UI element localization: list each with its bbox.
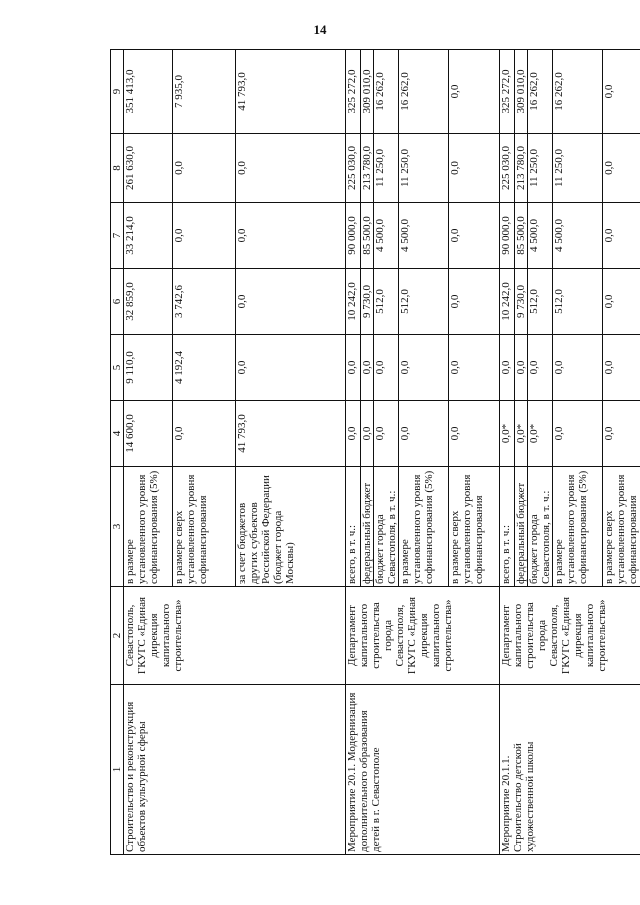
- col-header: 3: [111, 467, 124, 587]
- value-cell: 0,0: [449, 134, 500, 203]
- col-header: 4: [111, 401, 124, 467]
- value-cell: 512,0: [553, 269, 603, 335]
- value-cell: 0,0: [603, 269, 640, 335]
- value-cell: 11 250,0: [374, 134, 399, 203]
- value-cell: 0,0*: [500, 401, 515, 467]
- value-cell: 10 242,0: [346, 269, 361, 335]
- value-cell: 4 192,4: [173, 335, 236, 401]
- col-header: 5: [111, 335, 124, 401]
- value-cell: 0,0: [515, 335, 528, 401]
- value-cell: 0,0: [361, 401, 374, 467]
- value-cell: 213 780,0: [515, 134, 528, 203]
- value-cell: 0,0: [449, 269, 500, 335]
- col-header: 7: [111, 203, 124, 269]
- value-cell: 0,0: [236, 335, 346, 401]
- funding-source: всего, в т. ч.:: [346, 467, 361, 587]
- value-cell: 0,0: [399, 401, 449, 467]
- col-header: 8: [111, 134, 124, 203]
- value-cell: 4 500,0: [553, 203, 603, 269]
- rotated-table-container: [110, 50, 639, 855]
- value-cell: 0,0: [236, 203, 346, 269]
- value-cell: 10 242,0: [500, 269, 515, 335]
- value-cell: 0,0: [528, 335, 553, 401]
- executor: Департамент капитального строительства города Севастополя, ГКУГС «Единая дирекция капитального строительства»: [500, 587, 640, 685]
- funding-source: федеральный бюджет: [515, 467, 528, 587]
- value-cell: 0,0*: [528, 401, 553, 467]
- value-cell: 0,0: [603, 401, 640, 467]
- value-cell: 0,0: [374, 401, 399, 467]
- value-cell: 0,0: [361, 335, 374, 401]
- value-cell: 0,0: [449, 335, 500, 401]
- value-cell: 225 030,0: [500, 134, 515, 203]
- value-cell: 309 010,0: [515, 50, 528, 134]
- value-cell: 0,0: [603, 203, 640, 269]
- value-cell: 14 600,0: [124, 401, 173, 467]
- value-cell: 16 262,0: [399, 50, 449, 134]
- value-cell: 16 262,0: [528, 50, 553, 134]
- value-cell: 4 500,0: [399, 203, 449, 269]
- value-cell: 0,0: [173, 134, 236, 203]
- funding-source: федеральный бюджет: [361, 467, 374, 587]
- value-cell: 9 730,0: [515, 269, 528, 335]
- value-cell: 32 859,0: [124, 269, 173, 335]
- value-cell: 0,0: [603, 50, 640, 134]
- funding-source: бюджет города Севастополя, в т. ч.:: [374, 467, 399, 587]
- value-cell: 261 630,0: [124, 134, 173, 203]
- event-name: Мероприятие 20.1.1. Строительство детской художественной школы: [500, 685, 640, 855]
- value-cell: 0,0: [236, 269, 346, 335]
- col-header: 1: [111, 685, 124, 855]
- value-cell: 4 500,0: [528, 203, 553, 269]
- col-header: 9: [111, 50, 124, 134]
- table-row: [346, 50, 361, 855]
- value-cell: 0,0: [500, 335, 515, 401]
- value-cell: 0,0: [173, 401, 236, 467]
- header-row: [111, 50, 124, 855]
- value-cell: 90 000,0: [346, 203, 361, 269]
- value-cell: 0,0: [173, 203, 236, 269]
- value-cell: 7 935,0: [173, 50, 236, 134]
- value-cell: 0,0: [449, 50, 500, 134]
- value-cell: 41 793,0: [236, 50, 346, 134]
- funding-source: всего, в т. ч.:: [500, 467, 515, 587]
- table-row: [124, 50, 173, 855]
- value-cell: 85 500,0: [515, 203, 528, 269]
- value-cell: 0,0*: [515, 401, 528, 467]
- executor: Севастополь, ГКУГС «Единая дирекция капитального строительства»: [124, 587, 346, 685]
- budget-table: [110, 49, 640, 855]
- table-row: [500, 50, 515, 855]
- value-cell: 16 262,0: [553, 50, 603, 134]
- value-cell: 9 110,0: [124, 335, 173, 401]
- funding-source: в размере установленного уровня софинансирования (5%): [553, 467, 603, 587]
- value-cell: 225 030,0: [346, 134, 361, 203]
- funding-source: в размере сверх установленного уровня софинансирования: [449, 467, 500, 587]
- value-cell: 0,0: [603, 335, 640, 401]
- value-cell: 4 500,0: [374, 203, 399, 269]
- value-cell: 0,0: [236, 134, 346, 203]
- value-cell: 325 272,0: [346, 50, 361, 134]
- value-cell: 512,0: [399, 269, 449, 335]
- value-cell: 33 214,0: [124, 203, 173, 269]
- value-cell: 309 010,0: [361, 50, 374, 134]
- value-cell: 90 000,0: [500, 203, 515, 269]
- value-cell: 0,0: [399, 335, 449, 401]
- value-cell: 512,0: [374, 269, 399, 335]
- value-cell: 3 742,6: [173, 269, 236, 335]
- page-number: 14: [313, 22, 327, 37]
- value-cell: 9 730,0: [361, 269, 374, 335]
- executor: Департамент капитального строительства города Севастополя, ГКУГС «Единая дирекция капитального строительства»: [346, 587, 500, 685]
- value-cell: 11 250,0: [553, 134, 603, 203]
- value-cell: 85 500,0: [361, 203, 374, 269]
- funding-source: за счет бюджетов других субъектов Российской Федерации (бюджет города Москвы): [236, 467, 346, 587]
- funding-source: в размере установленного уровня софинансирования (5%): [124, 467, 173, 587]
- funding-source: в размере сверх установленного уровня софинансирования: [603, 467, 640, 587]
- value-cell: 11 250,0: [528, 134, 553, 203]
- funding-source: в размере установленного уровня софинансирования (5%): [399, 467, 449, 587]
- event-name: Строительство и реконструкция объектов культурной сферы: [124, 685, 346, 855]
- value-cell: 0,0: [603, 134, 640, 203]
- value-cell: 213 780,0: [361, 134, 374, 203]
- value-cell: 0,0: [449, 203, 500, 269]
- funding-source: в размере сверх установленного уровня софинансирования: [173, 467, 236, 587]
- col-header: 6: [111, 269, 124, 335]
- value-cell: 0,0: [346, 401, 361, 467]
- value-cell: 0,0: [374, 335, 399, 401]
- value-cell: 351 413,0: [124, 50, 173, 134]
- value-cell: 0,0: [553, 401, 603, 467]
- value-cell: 325 272,0: [500, 50, 515, 134]
- col-header: 2: [111, 587, 124, 685]
- value-cell: 512,0: [528, 269, 553, 335]
- event-name: Мероприятие 20.1. Модернизация дополнительного образования детей в г. Севастополе: [346, 685, 500, 855]
- value-cell: 0,0: [553, 335, 603, 401]
- value-cell: 0,0: [449, 401, 500, 467]
- funding-source: бюджет города Севастополя, в т. ч.:: [528, 467, 553, 587]
- value-cell: 41 793,0: [236, 401, 346, 467]
- value-cell: 16 262,0: [374, 50, 399, 134]
- value-cell: 0,0: [346, 335, 361, 401]
- value-cell: 11 250,0: [399, 134, 449, 203]
